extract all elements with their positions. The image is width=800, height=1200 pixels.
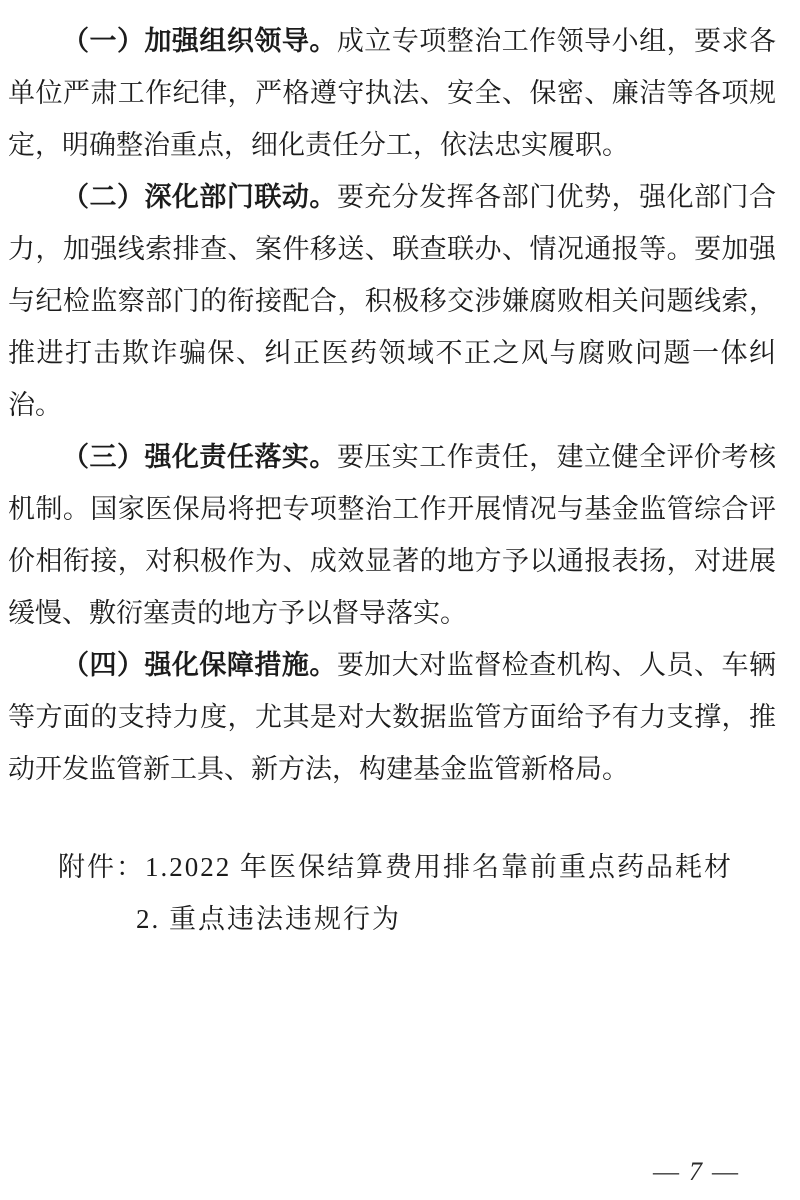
document-body bbox=[8, 15, 776, 795]
page-number-left-dash: — bbox=[653, 1157, 679, 1186]
attachment-item-1: 1.2022 年医保结算费用排名靠前重点药品耗材 bbox=[145, 852, 733, 882]
attachments-block bbox=[8, 841, 776, 945]
section-4-heading: （四）强化保障措施。 bbox=[62, 650, 337, 680]
attachments-label: 附件： bbox=[58, 852, 145, 882]
section-3-heading: （三）强化责任落实。 bbox=[62, 442, 337, 472]
section-4-text: 要加大对监督检查机构、人员、车辆等方面的支持力度，尤其是对大数据监管方面给予有力支撑，推动开发监管新工具、新方法，构建基金监管新格局。 bbox=[8, 650, 777, 784]
section-2-text: 要充分发挥各部门优势，强化部门合力，加强线索排查、案件移送、联查联办、情况通报等。要加强与纪检监察部门的衔接配合，积极移交涉嫌腐败相关问题线索，推进打击欺诈骗保、纠正医药领域不正之风与腐败问题一体纠治。 bbox=[8, 182, 777, 420]
paragraph-section-2 bbox=[8, 171, 776, 431]
section-1-heading: （一）加强组织领导。 bbox=[62, 26, 337, 56]
page-number-value: 7 bbox=[689, 1157, 702, 1186]
attachment-item-2: 2. 重点违法违规行为 bbox=[136, 904, 401, 934]
page-number-right-dash: — bbox=[712, 1157, 738, 1186]
paragraph-section-1 bbox=[8, 15, 776, 171]
attachment-item-2-line bbox=[136, 893, 776, 945]
section-2-heading: （二）深化部门联动。 bbox=[62, 182, 337, 212]
page-number bbox=[643, 1152, 748, 1192]
section-3-text: 要压实工作责任，建立健全评价考核机制。国家医保局将把专项整治工作开展情况与基金监管综合评价相衔接，对积极作为、成效显著的地方予以通报表扬，对进展缓慢、敷衍塞责的地方予以督导落实。 bbox=[8, 442, 777, 628]
paragraph-section-3 bbox=[8, 431, 776, 639]
section-1-text: 成立专项整治工作领导小组，要求各单位严肃工作纪律，严格遵守执法、安全、保密、廉洁等各项规定，明确整治重点，细化责任分工，依法忠实履职。 bbox=[8, 26, 777, 160]
paragraph-section-4 bbox=[8, 639, 776, 795]
attachment-item-1-line bbox=[58, 841, 776, 893]
